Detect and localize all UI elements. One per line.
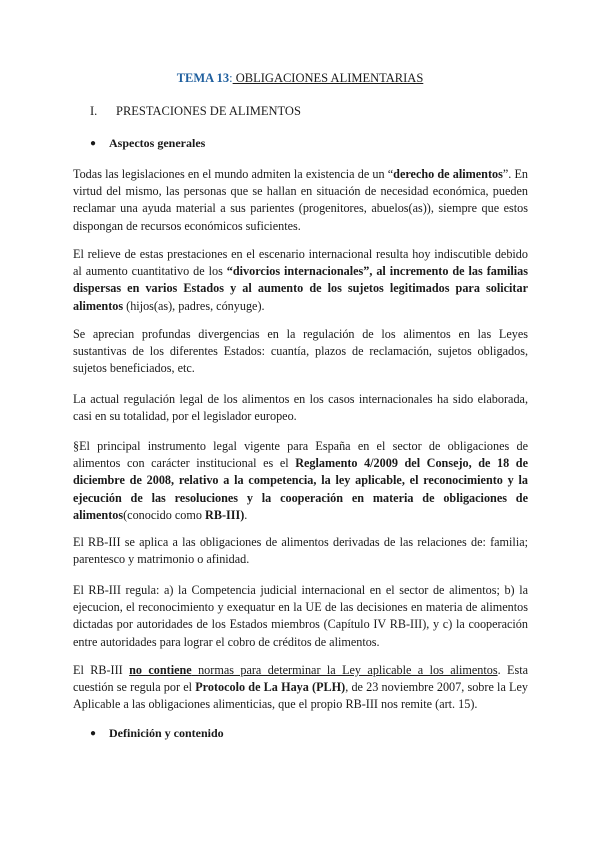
page-title: [0, 71, 600, 86]
title-number: TEMA 13: [176, 71, 230, 85]
section-heading: [90, 104, 301, 119]
p5-text-c: (conocido como: [123, 507, 206, 522]
paragraph-4: La actual regulación legal de los alimentos en los casos internacionales ha sido elaborada, casi en su totalidad, por el legislador europeo.: [73, 392, 528, 424]
title-separator: :: [229, 71, 233, 85]
section-numeral: I.: [90, 104, 98, 118]
p2-bold: “divorcios internacionales”, al incremento de las familias dispersas en varios Estados y al aumento de los sujetos legitimados para solicitar alimentos: [73, 264, 528, 313]
paragraph-7: El RB-III regula: a) la Competencia judicial internacional en el sector de alimentos; b) la ejecucion, el reconocimiento y exequatur en la UE de las decisiones en materia de alimentos dictadas por autoridades de los Estados miembros (Capítulo IV RB-III), y c) la cooperación entre autoridades para lograr el cobro de créditos de alimentos.: [73, 583, 528, 649]
p5-text-e: .: [244, 507, 248, 522]
bullet-label: Aspectos generales: [109, 136, 206, 150]
p5-text-a: §El principal instrumento legal vigente para España en el sector de obligaciones de alimentos con carácter institucional es el: [73, 439, 528, 471]
p8-underlined: normas para determinar la Ley aplicable a los alimentos: [191, 663, 498, 677]
paragraph-5: [73, 438, 528, 524]
bullet-dot-icon: ●: [90, 728, 97, 739]
p8-bold: Protocolo de La Haya (PLH): [195, 680, 346, 695]
paragraph-1: [73, 166, 528, 235]
paragraph-8: [73, 662, 528, 714]
p1-text-a: Todas las legislaciones en el mundo admiten la existencia de un “: [73, 167, 394, 181]
bullet-definicion-contenido: [90, 726, 224, 741]
p8-text-f: , de 23 noviembre 2007, sobre la Ley Aplicable a las obligaciones alimenticias, que el propio RB-III nos remite (art. 15).: [73, 680, 528, 712]
p5-bold: Reglamento 4/2009 del Consejo, de 18 de diciembre de 2008, relativo a la competencia, la ley aplicable, el reconocimiento y la ejecución de las resoluciones y la cooperación en materia de obligaciones de alimentos: [73, 456, 528, 522]
bullet-aspectos-generales: [90, 136, 205, 151]
p8-bold-underlined: no contiene: [129, 663, 192, 677]
section-title: PRESTACIONES DE ALIMENTOS: [116, 104, 301, 118]
paragraph-3: Se aprecian profundas divergencias en la regulación de los alimentos en las Leyes sustantivas de los diferentes Estados: cuantía, plazos de reclamación, sujetos obligados, sujetos beneficiados, etc.: [73, 327, 528, 376]
title-text: OBLIGACIONES ALIMENTARIAS: [232, 71, 424, 85]
bullet-dot-icon: ●: [90, 138, 97, 149]
p1-bold: derecho de alimentos: [393, 167, 503, 181]
paragraph-2: [73, 246, 528, 315]
bullet-label: Definición y contenido: [109, 726, 224, 740]
p1-text-c: ”. En virtud del mismo, las personas que se hallan en situación de necesidad económica, pueden reclamar una ayuda material a sus parientes (progenitores, abuelos(as)), siempre que estos dispongan de recursos económicos suficientes.: [73, 167, 528, 233]
paragraph-6: El RB-III se aplica a las obligaciones de alimentos derivadas de las relaciones de: familia; parentesco y matrimonio o afinidad.: [73, 535, 528, 567]
p8-text-a: El RB-III: [73, 663, 130, 677]
p5-bold-rb3: RB-III): [205, 507, 245, 522]
p8-text-d: . Esta cuestión se regula por el: [73, 663, 528, 695]
p2-text-c: (hijos(as), padres, cónyuge).: [123, 298, 265, 313]
p2-text-a: El relieve de estas prestaciones en el escenario internacional resulta hoy indiscutible debido al aumento cuantitativo de los: [73, 247, 528, 279]
